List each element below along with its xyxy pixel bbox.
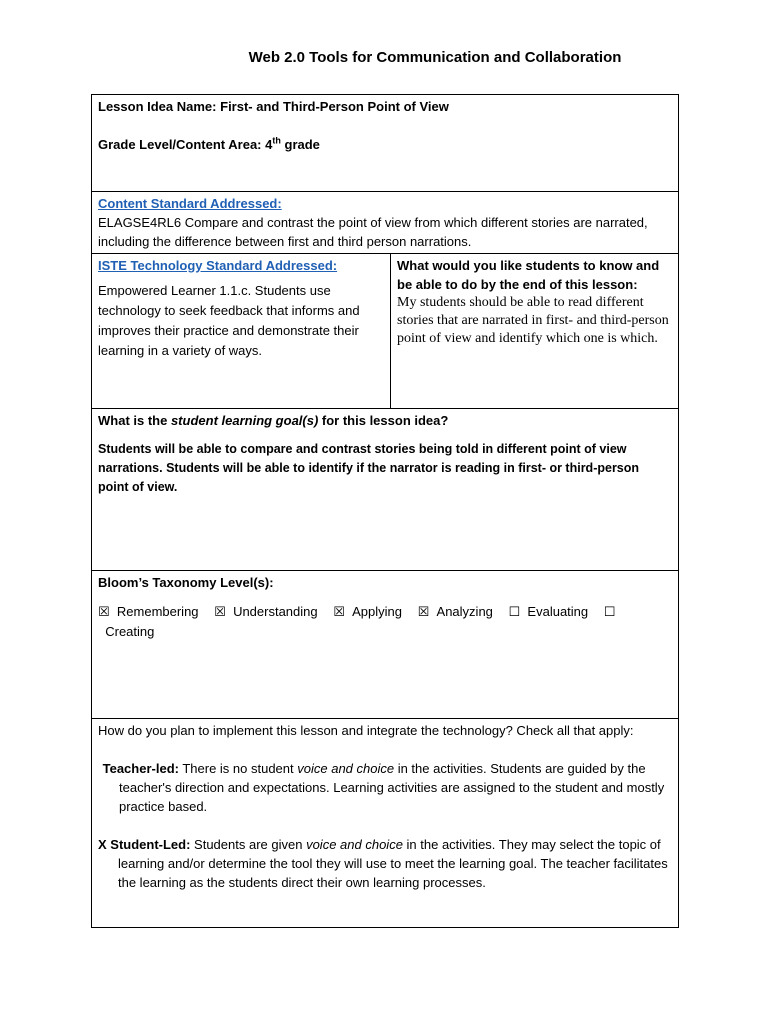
bloom-option-label: Analyzing bbox=[436, 604, 493, 619]
iste-standard-cell bbox=[92, 254, 391, 409]
grade-level-line bbox=[98, 135, 672, 154]
bloom-option-analyzing bbox=[418, 604, 493, 619]
unchecked-box-icon[interactable]: ☐ bbox=[603, 605, 616, 620]
grade-rest: grade bbox=[284, 137, 320, 152]
teacher-led-italic: voice and choice bbox=[297, 761, 395, 776]
bloom-option-label: Applying bbox=[352, 604, 403, 619]
bloom-option-evaluating bbox=[509, 604, 589, 619]
bloom-option-label: Understanding bbox=[233, 604, 318, 619]
implementation-row bbox=[92, 719, 679, 928]
bloom-option-label: Remembering bbox=[116, 604, 199, 619]
unchecked-box-icon[interactable]: ☐ bbox=[508, 605, 521, 620]
content-standard-cell bbox=[92, 192, 679, 254]
learning-goal-row bbox=[92, 409, 679, 571]
bloom-options bbox=[98, 602, 672, 641]
teacher-led-option bbox=[98, 759, 672, 816]
grade-level-label: Grade Level/Content Area: bbox=[98, 137, 262, 152]
document-title: Web 2.0 Tools for Communication and Collaboration bbox=[248, 49, 622, 66]
student-led-italic: voice and choice bbox=[306, 837, 403, 852]
iste-standard-heading[interactable]: ISTE Technology Standard Addressed: bbox=[98, 258, 338, 273]
implementation-cell bbox=[92, 719, 679, 928]
bloom-option-label: Creating bbox=[105, 624, 155, 639]
content-standard-row bbox=[92, 192, 679, 254]
goal-question-italic: student learning goal(s) bbox=[170, 413, 319, 428]
implementation-question: How do you plan to implement this lesson and integrate the technology? Check all that apply: bbox=[98, 723, 634, 738]
bloom-cell bbox=[92, 571, 679, 719]
standards-row bbox=[92, 254, 679, 409]
lesson-plan-form bbox=[91, 94, 679, 928]
content-standard-heading[interactable]: Content Standard Addressed: bbox=[98, 196, 282, 211]
bloom-option-understanding bbox=[214, 604, 317, 619]
checked-box-icon[interactable]: ☒ bbox=[417, 605, 430, 620]
student-led-label: X Student-Led: bbox=[98, 837, 191, 852]
goal-question-prefix: What is the bbox=[98, 413, 171, 428]
learning-goal-cell bbox=[92, 409, 679, 571]
student-led-text-1: Students are given bbox=[190, 837, 307, 852]
lesson-name-value: First- and Third-Person Point of View bbox=[220, 99, 449, 114]
lesson-name-label: Lesson Idea Name: bbox=[98, 99, 217, 114]
lesson-name-line bbox=[98, 97, 672, 116]
know-do-text: My students should be able to read different stories that are narrated in first- and third-person point of view and identify which one is which. bbox=[397, 295, 669, 346]
checked-box-icon[interactable]: ☒ bbox=[214, 605, 226, 620]
teacher-led-text-2: in the activities. Students are guided by the teacher's direction and expectations. Learning activities are assigned to the student and mostly practice based. bbox=[119, 761, 665, 814]
student-led-option bbox=[98, 835, 672, 892]
goal-question-suffix: for this lesson idea? bbox=[318, 413, 449, 428]
lesson-info-row bbox=[92, 95, 679, 192]
content-standard-text: ELAGSE4RL6 Compare and contrast the point of view from which different stories are narrated, including the difference between first and third person narrations. bbox=[98, 215, 648, 249]
teacher-led-label: Teacher-led: bbox=[102, 761, 179, 776]
bloom-heading: Bloom’s Taxonomy Level(s): bbox=[98, 575, 274, 590]
grade-number: 4 bbox=[265, 137, 273, 152]
grade-suffix: th bbox=[272, 135, 281, 146]
bloom-option-remembering bbox=[98, 604, 199, 619]
iste-standard-text: Empowered Learner 1.1.c. Students use technology to seek feedback that informs and improves their practice and demonstrate their learning in a variety of ways. bbox=[98, 283, 360, 358]
student-led-text-2: in the activities. They may select the topic of learning and/or determine the tool they will use to meet the learning goal. The teacher facilitates the learning as the students direct their own learning processes. bbox=[118, 837, 668, 890]
checked-box-icon[interactable]: ☒ bbox=[98, 605, 110, 620]
lesson-info-cell bbox=[92, 95, 679, 192]
learning-goal-text: Students will be able to compare and contrast stories being told in different point of view narrations. Students will be able to identify if the narrator is reading in first- or third-person point of view. bbox=[98, 442, 640, 494]
know-do-heading: What would you like students to know and be able to do by the end of this lesson: bbox=[397, 258, 660, 292]
know-do-cell bbox=[391, 254, 679, 409]
learning-goal-question bbox=[98, 411, 672, 430]
bloom-option-applying bbox=[333, 604, 402, 619]
bloom-option-label: Evaluating bbox=[527, 604, 589, 619]
bloom-row bbox=[92, 571, 679, 719]
checked-box-icon[interactable]: ☒ bbox=[333, 605, 345, 620]
teacher-led-text-1: There is no student bbox=[178, 761, 298, 776]
